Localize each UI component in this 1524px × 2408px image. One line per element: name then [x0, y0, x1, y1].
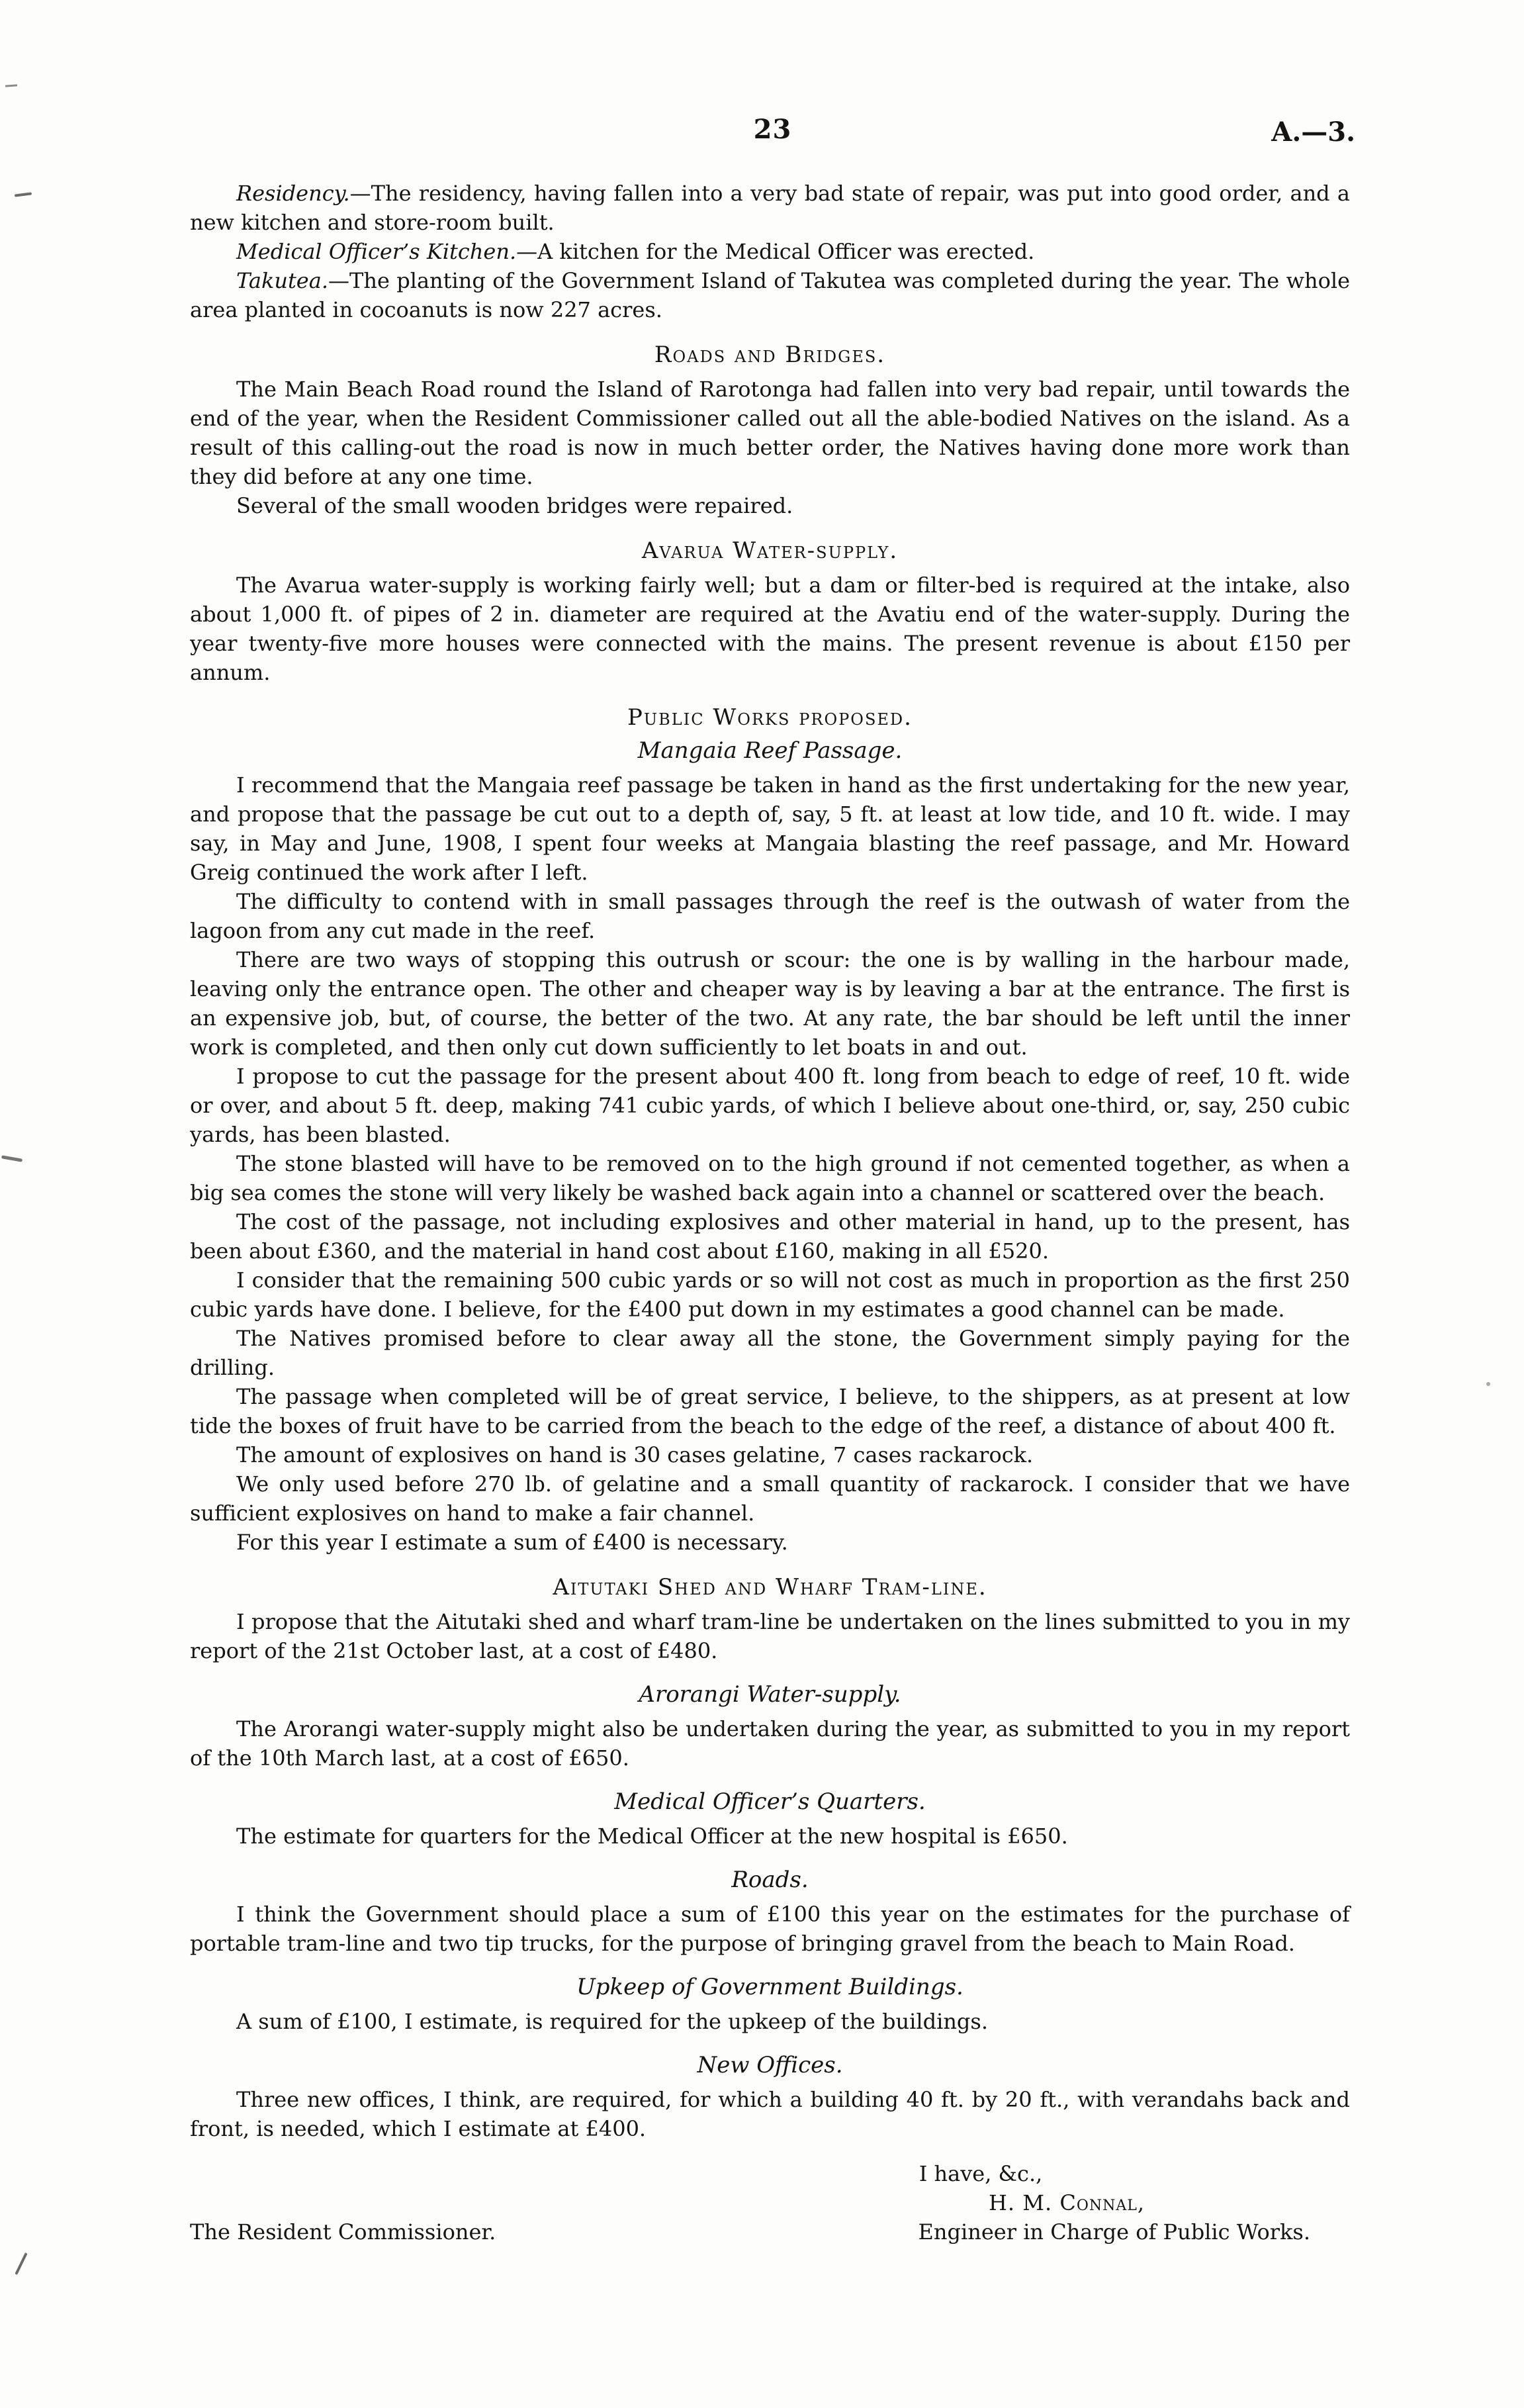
paragraph-text: —The planting of the Government Island of Takutea was completed during the year. The whole area planted in cocoanuts is now 227 acres.	[190, 268, 1350, 322]
heading-roads-and-bridges: Roads and Bridges.	[654, 342, 886, 368]
page-number: 23	[753, 114, 792, 145]
paragraph: There are two ways of stopping this outrush or scour: the one is by walling in the harbour made, leaving only the entrance open. The other and cheaper way is by leaving a bar at the entrance. The first is an expensive job, but, of course, the better of the two. At any rate, the bar should be left until the inner work is completed, and then only cut down sufficiently to let boats in and out.	[190, 947, 1350, 1060]
paragraph: I think the Government should place a sum of £100 this year on the estimates for the purchase of portable tram-line and two tip trucks, for the purpose of bringing gravel from the beach to Main Road.	[190, 1902, 1350, 1956]
paragraph-medical-officers-kitchen	[190, 237, 1350, 266]
paragraph: I propose to cut the passage for the present about 400 ft. long from beach to edge of reef, 10 ft. wide or over, and about 5 ft. deep, making 741 cubic yards, of which I believe about one-third, or, say, 250 cubic yards, has been blasted.	[190, 1064, 1350, 1147]
paragraph: The Main Beach Road round the Island of Rarotonga had fallen into very bad repair, until towards the end of the year, when the Resident Commissioner called out all the able-bodied Natives on the island. As a result of this calling-out the road is now in much better order, the Natives having done more work than they did before at any one time.	[190, 377, 1350, 489]
heading-aitutaki-shed-and-wharf-tram-line: Aitutaki Shed and Wharf Tram-line.	[553, 1574, 987, 1600]
paragraph-takutea	[190, 266, 1350, 324]
heading-mangaia-reef-passage: Mangaia Reef Passage.	[637, 737, 903, 764]
paragraph: We only used before 270 lb. of gelatine and a small quantity of rackarock. I consider that we have sufficient explosives on hand to make a fair channel.	[190, 1471, 1350, 1526]
paragraph-lead: Medical Officer’s Kitchen.	[236, 239, 517, 264]
scan-artifact	[1, 1155, 22, 1162]
heading-roads: Roads.	[731, 1867, 809, 1893]
paragraph: The Arorangi water-supply might also be undertaken during the year, as submitted to you in my report of the 10th March last, at a cost of £650.	[190, 1716, 1350, 1771]
heading-new-offices: New Offices.	[697, 2052, 843, 2078]
paragraph: The difficulty to contend with in small passages through the reef is the outwash of water from the lagoon from any cut made in the reef.	[190, 889, 1350, 943]
paragraph: The Natives promised before to clear away all the stone, the Government simply paying for the drilling.	[190, 1326, 1350, 1380]
paragraph: A sum of £100, I estimate, is required for the upkeep of the buildings.	[236, 2009, 988, 2034]
paragraph: The cost of the passage, not including explosives and other material in hand, up to the present, has been about £360, and the material in hand cost about £160, making in all £520.	[190, 1209, 1350, 1264]
paragraph-residency	[190, 179, 1350, 237]
page-header	[190, 0, 1355, 148]
heading-public-works-proposed: Public Works proposed.	[627, 704, 913, 731]
signature-name: H. M. Connal,	[988, 2190, 1145, 2215]
heading-avarua-water-supply: Avarua Water-supply.	[641, 537, 899, 564]
paragraph: Several of the small wooden bridges were repaired.	[236, 493, 793, 518]
heading-upkeep-of-government-buildings: Upkeep of Government Buildings.	[576, 1974, 964, 2000]
paragraph-text: —The residency, having fallen into a very bad state of repair, was put into good order, and a new kitchen and store-room built.	[190, 181, 1350, 235]
paragraph: I consider that the remaining 500 cubic yards or so will not cost as much in proportion as the first 250 cubic yards have done. I believe, for the £400 put down in my estimates a good channel can be made.	[190, 1268, 1350, 1322]
paragraph: I propose that the Aitutaki shed and wharf tram-line be undertaken on the lines submitted to you in my report of the 21st October last, at a cost of £480.	[190, 1609, 1350, 1663]
paragraph: The Avarua water-supply is working fairly well; but a dam or filter-bed is required at the intake, also about 1,000 ft. of pipes of 2 in. diameter are required at the Avatiu end of the water-supply. During the year twenty-five more houses were connected with the mains. The present revenue is about £150 per annum.	[190, 573, 1350, 685]
signature-role: Engineer in Charge of Public Works.	[918, 2219, 1310, 2245]
scan-artifact	[1486, 1382, 1490, 1386]
signature-valediction: I have, &c.,	[919, 2161, 1043, 2186]
heading-arorangi-water-supply: Arorangi Water-supply.	[639, 1681, 901, 1708]
paragraph: The stone blasted will have to be removed on to the high ground if not cemented together, as when a big sea comes the stone will very likely be washed back again into a channel or scattered over the beach.	[190, 1151, 1350, 1205]
scan-artifact	[15, 192, 32, 197]
page-body	[190, 179, 1350, 2246]
signature-row	[190, 2217, 1350, 2246]
paragraph-lead: Takutea.	[236, 268, 328, 293]
document-reference: A.—3.	[1271, 116, 1355, 148]
scan-artifact	[15, 2252, 27, 2275]
paragraph: The amount of explosives on hand is 30 cases gelatine, 7 cases rackarock.	[236, 1442, 1034, 1467]
signature-block	[190, 2159, 1350, 2246]
paragraph: Three new offices, I think, are required, for which a building 40 ft. by 20 ft., with verandahs back and front, is needed, which I estimate at £400.	[190, 2087, 1350, 2141]
paragraph-lead: Residency.	[236, 181, 350, 206]
paragraph: For this year I estimate a sum of £400 is necessary.	[236, 1530, 788, 1555]
signature-addressee: The Resident Commissioner.	[190, 2219, 496, 2245]
paragraph: I recommend that the Mangaia reef passage be taken in hand as the first undertaking for the new year, and propose that the passage be cut out to a depth of, say, 5 ft. at least at low tide, and 10 ft. wide. I may say, in May and June, 1908, I spent four weeks at Mangaia blasting the reef passage, and Mr. Howard Greig continued the work after I left.	[190, 772, 1350, 885]
paragraph-text: —A kitchen for the Medical Officer was erected.	[516, 239, 1035, 264]
scan-artifact	[5, 84, 17, 87]
paragraph: The estimate for quarters for the Medical Officer at the new hospital is £650.	[236, 1824, 1068, 1849]
paragraph: The passage when completed will be of great service, I believe, to the shippers, as at present at low tide the boxes of fruit have to be carried from the beach to the edge of the reef, a distance of about 400 ft.	[190, 1384, 1350, 1438]
heading-medical-officers-quarters: Medical Officer’s Quarters.	[614, 1788, 926, 1815]
